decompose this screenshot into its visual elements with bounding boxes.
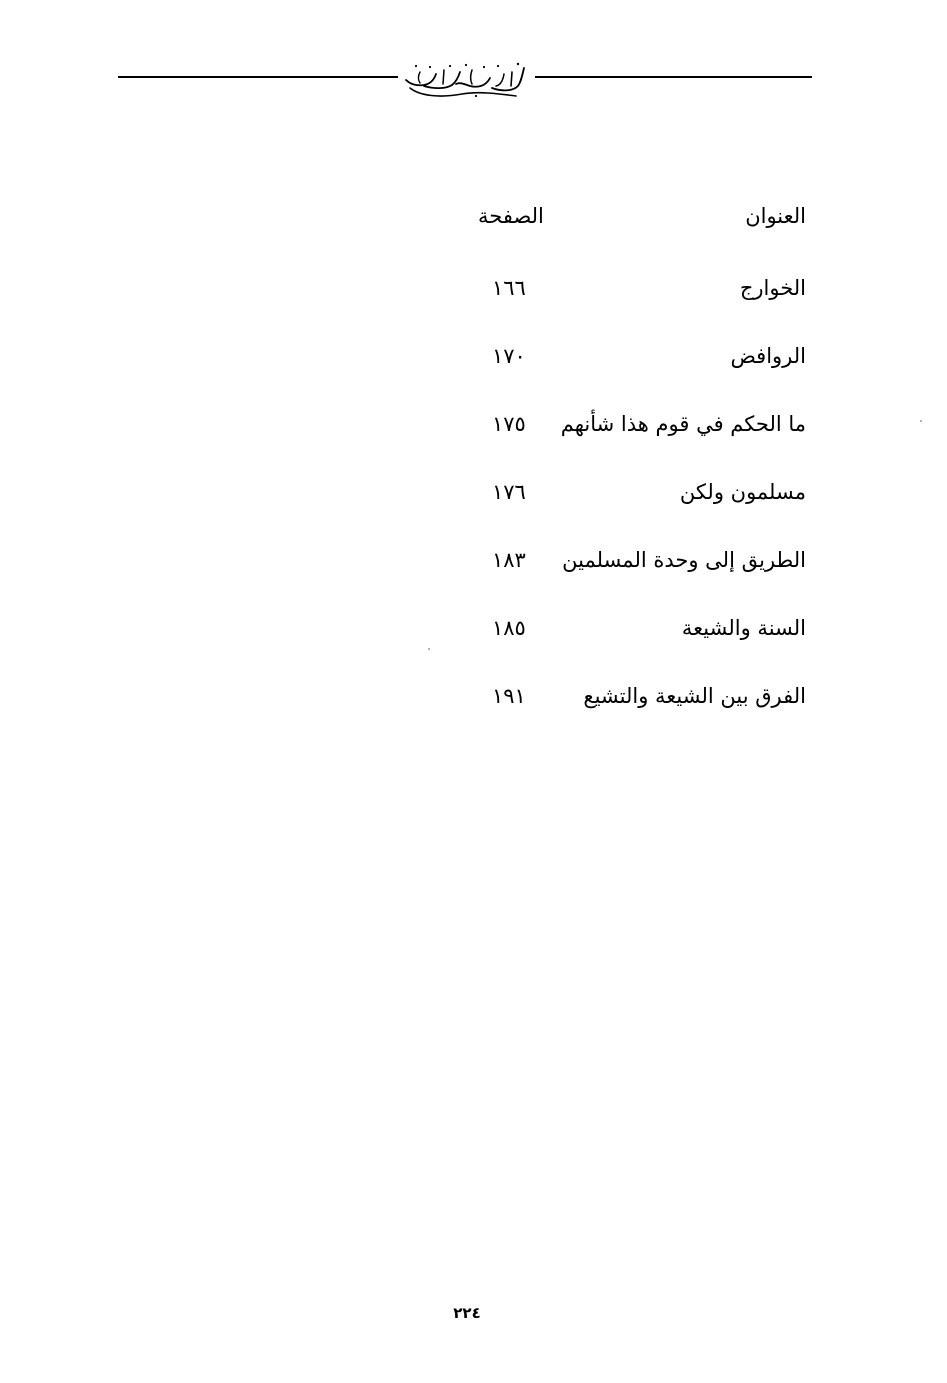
toc-entry-title: الروافض	[730, 344, 806, 368]
toc-header-row	[440, 190, 812, 262]
title-column-header: العنوان	[745, 204, 806, 228]
header-logo-text	[0, 0, 1, 1]
header-rule-left	[118, 76, 398, 78]
toc-entry	[440, 262, 812, 330]
toc-entry-page: ١٧٠	[492, 344, 526, 368]
toc-entry	[440, 602, 812, 670]
toc-entry-title: الطريق إلى وحدة المسلمين	[562, 548, 806, 572]
toc-entry-title: مسلمون ولكن	[679, 480, 806, 504]
toc-entry-title: الخوارج	[739, 276, 806, 300]
toc-entry-page: ١٩١	[492, 684, 526, 708]
toc-entry-page: ١٧٦	[492, 480, 526, 504]
page-number: ٢٢٤	[453, 1304, 481, 1322]
toc-entry-title: الفرق بين الشيعة والتشيع	[583, 684, 806, 708]
toc-entry-title: السنة والشيعة	[681, 616, 806, 640]
scan-speck	[920, 420, 922, 422]
header-calligraphy-logo	[400, 58, 532, 100]
toc-entry	[440, 398, 812, 466]
scan-speck	[428, 648, 430, 650]
toc-entry-page: ١٨٣	[492, 548, 526, 572]
toc-entry	[440, 330, 812, 398]
page-column-header: الصفحة	[478, 204, 544, 228]
toc-entry-page: ١٧٥	[492, 412, 526, 436]
toc-entry	[440, 534, 812, 602]
table-of-contents	[440, 190, 812, 738]
toc-entry	[440, 466, 812, 534]
header-rule-right	[535, 76, 812, 78]
toc-entry-title: ما الحكم في قوم هذا شأنهم	[560, 412, 806, 436]
toc-entry-page: ١٦٦	[492, 276, 526, 300]
toc-entry-page: ١٨٥	[492, 616, 526, 640]
toc-entry	[440, 670, 812, 738]
